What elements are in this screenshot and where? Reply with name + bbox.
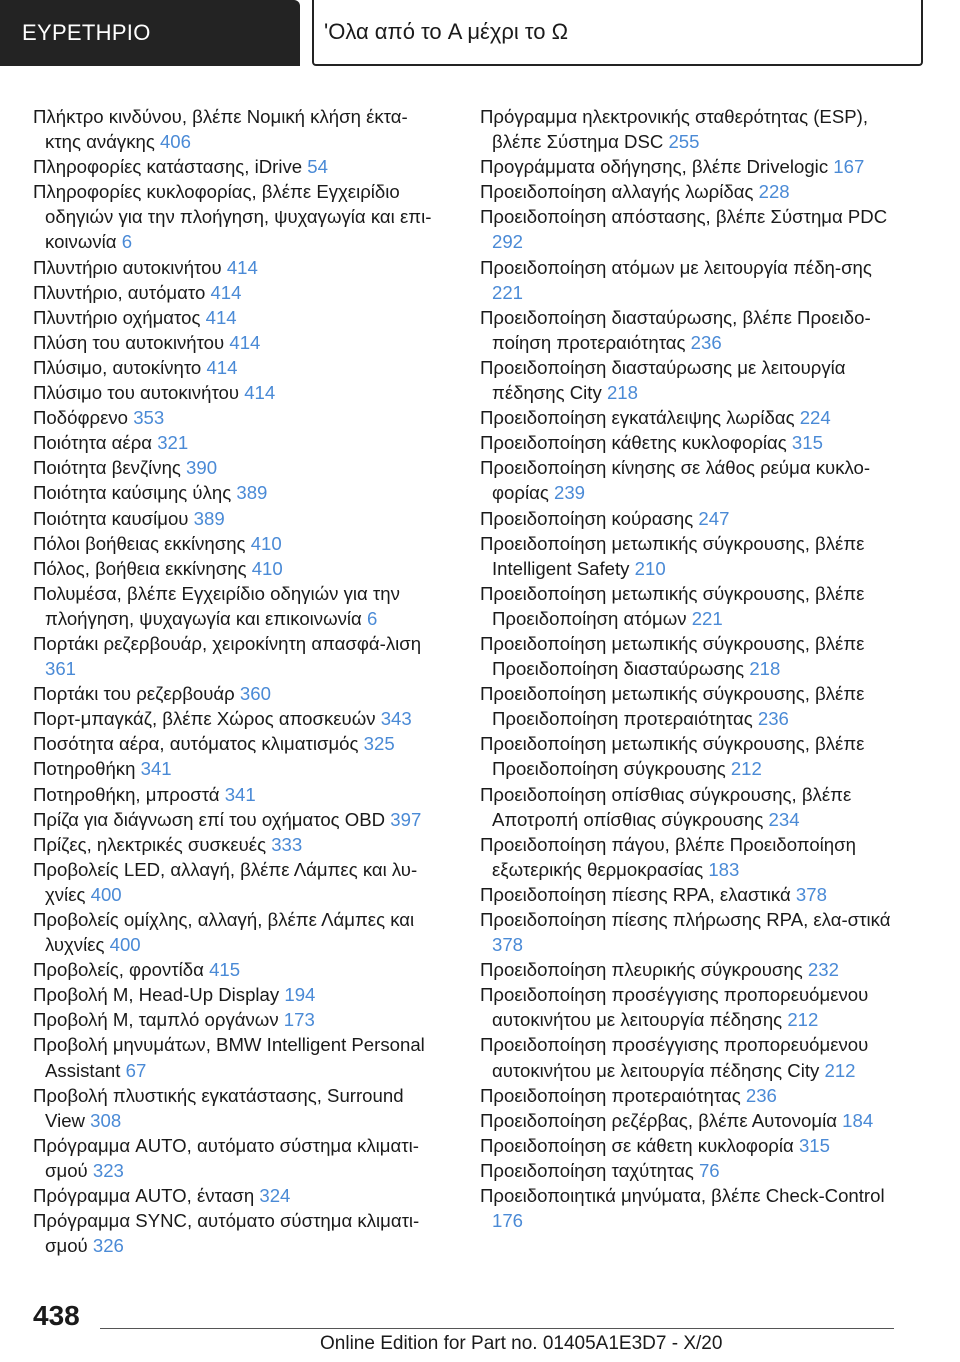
section-tab: [0, 0, 300, 66]
index-entry-text: Πληροφορίες κατάστασης, iDrive: [33, 156, 308, 178]
index-entry-text: Προβολείς ομίχλης, αλλαγή, βλέπε Λάμπες και λυχνίες: [33, 909, 415, 956]
index-entry-page-link[interactable]: 400: [109, 934, 141, 956]
index-entry-page-link[interactable]: 6: [121, 231, 133, 253]
index-entry-page-link[interactable]: 353: [133, 407, 165, 429]
index-entry: [480, 104, 900, 154]
index-entry-text: Ποδόφρενο: [33, 407, 134, 429]
index-entry-text: Προειδοποίηση αλλαγής λωρίδας: [480, 181, 759, 203]
index-entry: [480, 179, 900, 204]
index-entry: [33, 731, 443, 756]
index-entry-page-link[interactable]: 224: [799, 407, 831, 429]
index-entry-page-link[interactable]: 212: [787, 1009, 819, 1031]
index-entry-text: Προειδοποίηση ατόμων με λειτουργία πέδη‐σης: [480, 256, 872, 278]
index-entry-page-link[interactable]: 236: [745, 1084, 777, 1106]
index-entry-text: Προειδοποίηση προσέγγισης προπορευόμενου αυτοκινήτου με λειτουργία πέδησης: [480, 984, 869, 1031]
index-entry-text: Ποτηροθήκη, μπροστά: [33, 783, 225, 805]
index-entry-page-link[interactable]: 414: [244, 382, 276, 404]
index-entry-text: Πορτάκι του ρεζερβουάρ: [33, 683, 240, 705]
index-entry-page-link[interactable]: 333: [271, 833, 303, 855]
index-entry-text: Προβολή M, Head-Up Display: [33, 984, 285, 1006]
index-entry-text: Πλυντήριο οχήματος: [33, 306, 206, 328]
index-entry-page-link[interactable]: 228: [758, 181, 790, 203]
page-number: 438: [33, 1300, 80, 1331]
footer-divider: [100, 1328, 894, 1329]
index-entry-page-link[interactable]: 6: [366, 607, 378, 629]
index-entry-page-link[interactable]: 341: [224, 783, 256, 805]
index-entry-text: Προειδοποίηση απόστασης, βλέπε Σύστημα PDC: [480, 206, 888, 228]
index-entry-page-link[interactable]: 236: [757, 708, 789, 730]
index-entry: [33, 430, 443, 455]
index-entry: [33, 330, 443, 355]
index-entry: [33, 455, 443, 480]
index-entry: [33, 756, 443, 781]
index-entry-page-link[interactable]: 184: [842, 1109, 874, 1131]
index-entry-text: Προειδοποίηση μετωπικής σύγκρουσης, βλέπε Προειδοποίηση σύγκρουσης: [480, 733, 865, 780]
index-entry: [33, 807, 443, 832]
index-entry: [480, 305, 900, 355]
index-entry: [33, 179, 443, 254]
index-entry: [480, 531, 900, 581]
index-entry: [480, 204, 900, 254]
index-entry: [33, 104, 443, 154]
index-entry-page-link[interactable]: 67: [125, 1059, 147, 1081]
index-entry-page-link[interactable]: 341: [140, 758, 172, 780]
index-entry: [33, 380, 443, 405]
index-entry-text: Προειδοποίηση μετωπικής σύγκρουσης, βλέπε Intelligent Safety: [480, 532, 865, 579]
index-entry-text: Προειδοποίηση πίεσης πλήρωσης RPA, ελα‐στικά: [480, 909, 891, 930]
index-entry-text: Πλήκτρο κινδύνου, βλέπε Νομική κλήση έκτα‐κτης ανάγκης: [33, 106, 408, 153]
index-entry-text: Ποιότητα καύσιμης ύλης: [33, 482, 237, 504]
index-entry: [33, 1183, 443, 1208]
index-entry: [480, 405, 900, 430]
index-entry: [480, 430, 900, 455]
index-entry-page-link[interactable]: 378: [492, 934, 524, 956]
index-entry: [33, 706, 443, 731]
index-entry-page-link[interactable]: 308: [90, 1109, 122, 1131]
index-entry-page-link[interactable]: 326: [92, 1235, 124, 1257]
index-entry: [33, 581, 443, 631]
index-entry: [480, 506, 900, 531]
index-entry-text: Προγράμματα οδήγησης, βλέπε Drivelogic: [480, 156, 834, 178]
index-entry: [33, 1208, 443, 1258]
index-entry-page-link[interactable]: 167: [833, 156, 865, 178]
index-entry-text: Πρόγραμμα SYNC, αυτόματο σύστημα κλιματι‐σμού: [33, 1210, 420, 1257]
index-entry: [33, 355, 443, 380]
section-title-box: [312, 0, 923, 66]
index-entry-page-link[interactable]: 361: [45, 658, 77, 680]
index-entry: [33, 957, 443, 982]
index-entry-text: Προειδοποίηση μετωπικής σύγκρουσης, βλέπε Προειδοποίηση ατόμων: [480, 582, 865, 629]
index-entry-page-link[interactable]: 176: [492, 1210, 524, 1232]
index-entry-page-link[interactable]: 414: [206, 356, 238, 378]
index-entry-text: Πλυντήριο αυτοκινήτου: [33, 256, 227, 278]
index-entry: [480, 255, 900, 305]
index-entry-text: Προειδοποιητικά μηνύματα, βλέπε Check-Control: [480, 1185, 885, 1207]
index-entry-text: Προειδοποίηση μετωπικής σύγκρουσης, βλέπε Προειδοποίηση προτεραιότητας: [480, 683, 865, 730]
index-entry-page-link[interactable]: 212: [824, 1059, 856, 1081]
index-entry-page-link[interactable]: 236: [690, 331, 722, 353]
page-header: [0, 0, 960, 66]
index-entry-text: Ποτηροθήκη: [33, 758, 141, 780]
index-entry: [480, 681, 900, 731]
index-entry-page-link[interactable]: 218: [749, 658, 781, 680]
index-entry: [33, 255, 443, 280]
index-entry-text: Ποιότητα αέρα: [33, 432, 158, 454]
index-entry-page-link[interactable]: 410: [251, 557, 283, 579]
index-entry: [33, 1083, 443, 1133]
index-entry-text: Πορτ-μπαγκάζ, βλέπε Χώρος αποσκευών: [33, 708, 381, 730]
index-entry-page-link[interactable]: 400: [90, 883, 122, 905]
index-entry: [480, 581, 900, 631]
index-entry-page-link[interactable]: 255: [668, 131, 700, 153]
index-entry-text: Προειδοποίηση ταχύτητας: [480, 1159, 699, 1181]
index-entry: [480, 982, 900, 1032]
index-entry-page-link[interactable]: 218: [606, 382, 638, 404]
index-entry-page-link[interactable]: 239: [553, 482, 586, 504]
index-entry-page-link[interactable]: 234: [768, 808, 800, 830]
index-entry-text: Πρίζες, ηλεκτρικές συσκευές: [33, 833, 272, 855]
index-entry-page-link[interactable]: 321: [157, 432, 189, 454]
index-entry: [33, 1007, 443, 1032]
index-entry: [480, 1032, 900, 1082]
index-entry: [33, 506, 443, 531]
index-entry-text: Προβολείς LED, αλλαγή, βλέπε Λάμπες και λυ‐χνίες: [33, 858, 418, 905]
index-entry-text: Προβολείς, φροντίδα: [33, 959, 210, 981]
index-entry-page-link[interactable]: 414: [210, 281, 242, 303]
index-entry: [33, 907, 443, 957]
index-entry: [480, 154, 900, 179]
index-entry-page-link[interactable]: 247: [698, 507, 730, 529]
index-entry-page-link[interactable]: 221: [492, 281, 524, 303]
index-entry-page-link[interactable]: 415: [209, 959, 241, 981]
index-entry-text: Πλυντήριο, αυτόματο: [33, 281, 211, 303]
index-entry-text: Προειδοποίηση διασταύρωσης, βλέπε Προειδο‐ποίηση προτεραιότητας: [480, 306, 871, 353]
index-column-left: [33, 104, 443, 1258]
index-entry-text: Πλύσιμο, αυτοκίνητο: [33, 356, 207, 378]
index-entry-page-link[interactable]: 390: [186, 457, 218, 479]
index-entry-page-link[interactable]: 324: [259, 1185, 291, 1207]
index-entry-text: Προειδοποίηση διασταύρωσης με λειτουργία πέδησης City: [480, 356, 846, 404]
index-entry-page-link[interactable]: 397: [390, 808, 422, 830]
index-entry-page-link[interactable]: 410: [250, 532, 282, 554]
index-entry-page-link[interactable]: 76: [698, 1159, 720, 1181]
index-entry: [480, 882, 900, 907]
index-column-right: [480, 104, 900, 1233]
index-entry-text: Προειδοποίηση προσέγγισης προπορευόμενου αυτοκινήτου με λειτουργία πέδησης City: [480, 1034, 869, 1081]
index-entry-page-link[interactable]: 232: [807, 959, 839, 981]
index-entry: [33, 832, 443, 857]
index-entry-text: Προβολή πλυστικής εγκατάστασης, Surround View: [33, 1084, 404, 1131]
index-entry-text: Πολυμέσα, βλέπε Εγχειρίδιο οδηγιών για την πλοήγηση, ψυχαγωγία και επικοινωνία: [33, 582, 400, 629]
index-entry-text: Προβολή M, ταμπλό οργάνων: [33, 1009, 284, 1031]
index-entry: [33, 857, 443, 907]
section-title: 'Ολα από το A μέχρι το Ω: [324, 19, 569, 44]
index-entry-text: Προειδοποίηση ρεζέρβας, βλέπε Αυτονομία: [480, 1109, 843, 1131]
index-entry-text: Πόλοι βοήθειας εκκίνησης: [33, 532, 251, 554]
index-entry-page-link[interactable]: 343: [380, 708, 412, 730]
index-entry: [33, 681, 443, 706]
edition-footer: Online Edition for Part no. 01405A1E3D7 - X/20: [320, 1333, 723, 1354]
index-entry-page-link[interactable]: 414: [226, 256, 258, 278]
index-entry-text: Προειδοποίηση πάγου, βλέπε Προειδοποίηση εξωτερικής θερμοκρασίας: [480, 833, 856, 880]
index-entry-text: Πρόγραμμα AUTO, ένταση: [33, 1185, 260, 1207]
index-entry-page-link[interactable]: 414: [205, 306, 237, 328]
index-entry-text: Πληροφορίες κυκλοφορίας, βλέπε Εγχειρίδιο οδηγιών για την πλοήγηση, ψυχαγωγία και επι‐κοινωνία: [33, 181, 432, 253]
index-entry: [480, 1108, 900, 1133]
index-entry-text: Πρόγραμμα ηλεκτρονικής σταθερότητας (ESP), βλέπε Σύστημα DSC: [480, 106, 868, 153]
index-entry: [480, 731, 900, 781]
index-entry-text: Πλύσιμο του αυτοκινήτου: [33, 382, 245, 404]
index-entry-page-link[interactable]: 212: [730, 758, 762, 780]
index-entry: [480, 832, 900, 882]
index-entry: [480, 782, 900, 832]
index-entry-text: Πρόγραμμα AUTO, αυτόματο σύστημα κλιματι‐σμού: [33, 1134, 419, 1181]
index-entry-text: Πορτάκι ρεζερβουάρ, χειροκίνητη απασφά‐λιση: [33, 632, 422, 654]
index-entry: [33, 1133, 443, 1183]
index-entry-text: Πλύση του αυτοκινήτου: [33, 331, 230, 353]
index-entry: [33, 631, 443, 681]
index-entry-page-link[interactable]: 406: [159, 131, 191, 153]
index-entry: [33, 154, 443, 179]
index-entry: [480, 1158, 900, 1183]
index-entry-page-link[interactable]: 325: [363, 733, 395, 755]
index-entry-text: Ποσότητα αέρα, αυτόματος κλιματισμός: [33, 733, 364, 755]
index-entry: [33, 405, 443, 430]
index-entry-page-link[interactable]: 183: [708, 858, 740, 880]
index-entry-page-link[interactable]: 389: [236, 482, 268, 504]
index-entry: [33, 1032, 443, 1082]
index-entry-text: Προειδοποίηση σε κάθετη κυκλοφορία: [480, 1134, 799, 1156]
index-entry-text: Ποιότητα καυσίμου: [33, 507, 194, 529]
section-tab-label: ΕΥΡΕΤΗΡΙΟ: [22, 20, 151, 45]
index-entry: [480, 1183, 900, 1233]
index-entry-page-link[interactable]: 292: [492, 231, 524, 253]
index-entry-page-link[interactable]: 210: [634, 557, 666, 579]
index-entry: [33, 531, 443, 556]
index-entry-page-link[interactable]: 194: [284, 984, 316, 1006]
index-entry: [33, 305, 443, 330]
index-entry-text: Πρίζα για διάγνωση επί του οχήματος OBD: [33, 808, 391, 830]
index-entry-page-link[interactable]: 323: [92, 1159, 124, 1181]
index-entry: [33, 280, 443, 305]
index-entry: [480, 355, 900, 405]
index-entry: [480, 1133, 900, 1158]
index-entry-page-link[interactable]: 221: [691, 607, 723, 629]
index-entry-text: Προειδοποίηση κάθετης κυκλοφορίας: [480, 432, 792, 454]
index-entry-text: Προειδοποίηση εγκατάλειψης λωρίδας: [480, 407, 800, 429]
index-entry: [480, 907, 900, 957]
index-entry-page-link[interactable]: 315: [798, 1134, 830, 1156]
index-entry-text: Προειδοποίηση προτεραιότητας: [480, 1084, 746, 1106]
index-entry-page-link[interactable]: 360: [239, 683, 271, 705]
index-entry-text: Προειδοποίηση κίνησης σε λάθος ρεύμα κυκλο‐φορίας: [480, 457, 871, 504]
index-entry-text: Ποιότητα βενζίνης: [33, 457, 187, 479]
index-entry-text: Προειδοποίηση πλευρικής σύγκρουσης: [480, 959, 808, 981]
index-entry-text: Προειδοποίηση μετωπικής σύγκρουσης, βλέπε Προειδοποίηση διασταύρωσης: [480, 632, 865, 680]
index-entry: [33, 782, 443, 807]
index-entry: [33, 982, 443, 1007]
index-entry: [33, 480, 443, 505]
index-entry: [480, 455, 900, 505]
index-entry-text: Προειδοποίηση οπίσθιας σύγκρουσης, βλέπε Αποτροπή οπίσθιας σύγκρουσης: [480, 783, 852, 830]
index-entry: [480, 1083, 900, 1108]
index-entry-page-link[interactable]: 378: [795, 883, 827, 905]
index-entry-text: Προειδοποίηση κούρασης: [480, 507, 699, 529]
index-entry-text: Προειδοποίηση πίεσης RPA, ελαστικά: [480, 883, 796, 905]
index-entry-page-link[interactable]: 414: [229, 331, 261, 353]
index-entry: [33, 556, 443, 581]
index-entry-text: Προβολή μηνυμάτων, BMW Intelligent Personal Assistant: [33, 1034, 425, 1081]
index-entry-page-link[interactable]: 54: [307, 156, 328, 178]
index-entry-page-link[interactable]: 315: [791, 432, 823, 454]
index-entry: [480, 631, 900, 681]
index-entry: [480, 957, 900, 982]
index-entry-page-link[interactable]: 389: [193, 507, 225, 529]
index-entry-page-link[interactable]: 173: [283, 1009, 315, 1031]
index-entry-text: Πόλος, βοήθεια εκκίνησης: [33, 557, 252, 579]
